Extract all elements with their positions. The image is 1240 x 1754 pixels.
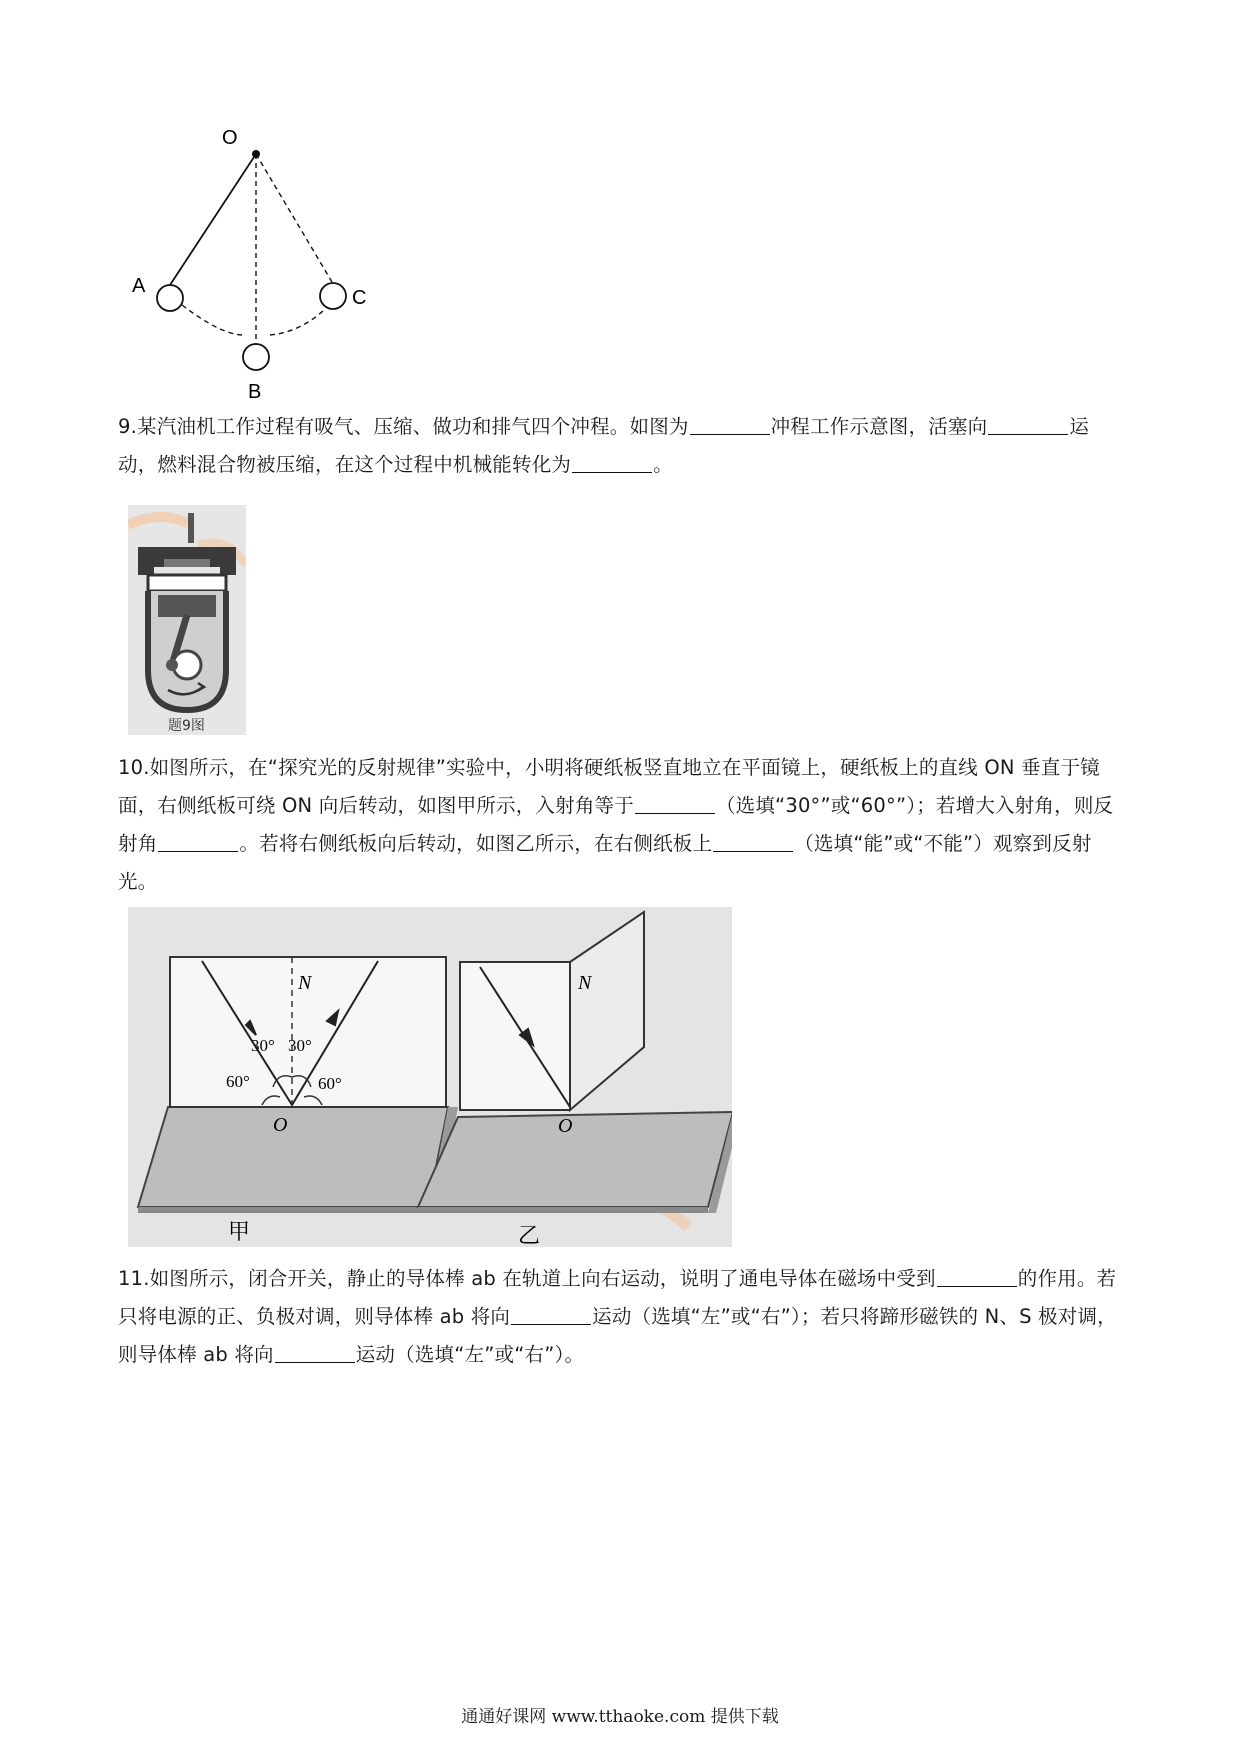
answer-blank [158,831,238,852]
answer-blank [635,793,715,814]
question-11 [118,1260,1128,1374]
q11-text-3: 运动（选填“左”或“右”）；若只将蹄形磁铁的 N、S 极对调，则导体棒 ab 将向 [118,1305,1117,1366]
incidence-point-label-o-2: O [558,1115,573,1137]
figure-label-jia: 甲 [228,1220,251,1245]
pendulum-label-c: C [352,287,367,309]
answer-blank [988,414,1068,435]
q10-text-3: 。若将右侧纸板向后转动，如图乙所示，在右侧纸板上 [239,832,713,855]
normal-label-n: N [298,972,312,994]
question-10 [118,749,1128,901]
answer-blank [572,452,652,473]
incidence-point-label-o: O [273,1114,288,1136]
q10-text-1: 10.如图所示，在“探究光的反射规律”实验中，小明将硬纸板竖直地立在平面镜上，硬纸板上的直线 ON 垂直于镜面，右侧纸板可绕 ON 向后转动，如图甲所示，入射角等于 [118,756,1100,817]
q9-text-1: 9.某汽油机工作过程有吸气、压缩、做功和排气四个冲程。如图为 [118,415,689,438]
q11-text-1: 11.如图所示，闭合开关，静止的导体棒 ab 在轨道上向右运动，说明了通电导体在磁场中受到 [118,1267,936,1290]
answer-blank [275,1342,355,1363]
answer-blank [937,1266,1017,1287]
swing-arc [182,305,242,335]
normal-label-n-2: N [578,972,592,994]
pendulum-label-a: A [132,275,146,297]
angle-label-60-left: 60° [226,1072,250,1091]
reflection-figure [128,907,732,1247]
swing-arc-right [270,310,324,335]
angle-label-60-right: 60° [318,1074,342,1093]
figure-label-yi: 乙 [518,1224,541,1247]
pendulum-string-c [256,154,332,282]
pendulum-label-b: B [248,381,262,403]
q9-text-4: 。 [653,453,673,476]
question-9 [118,408,1128,484]
answer-blank [511,1304,591,1325]
q10-text-2: （选填“30°”或“60°”）；若增大入射角，则反射角 [118,794,1114,855]
pendulum-string-a [170,154,256,285]
angle-label-30-left: 30° [251,1036,275,1055]
bob-a [157,285,183,311]
pendulum-label-o: O [222,127,238,149]
page-footer: 通通好课网 www.tthaoke.com 提供下载 [461,1707,779,1727]
answer-blank [713,831,793,852]
q9-text-2: 冲程工作示意图，活塞向 [770,415,988,438]
q9-text-3: 运动，燃料混合物被压缩，在这个过程中机械能转化为 [118,415,1090,476]
answer-blank [690,414,770,435]
q10-text-4: （选填“能”或“不能”）观察到反射光。 [118,832,1092,893]
bob-c [320,283,346,309]
pendulum-figure [120,120,380,410]
engine-figure-caption: 题9图 [168,718,205,734]
engine-figure [128,505,246,735]
bob-b [243,344,269,370]
q11-text-4: 运动（选填“左”或“右”）。 [355,1343,585,1366]
q11-text-2: 的作用。若只将电源的正、负极对调，则导体棒 ab 将向 [118,1267,1117,1328]
angle-label-30-right: 30° [288,1036,312,1055]
